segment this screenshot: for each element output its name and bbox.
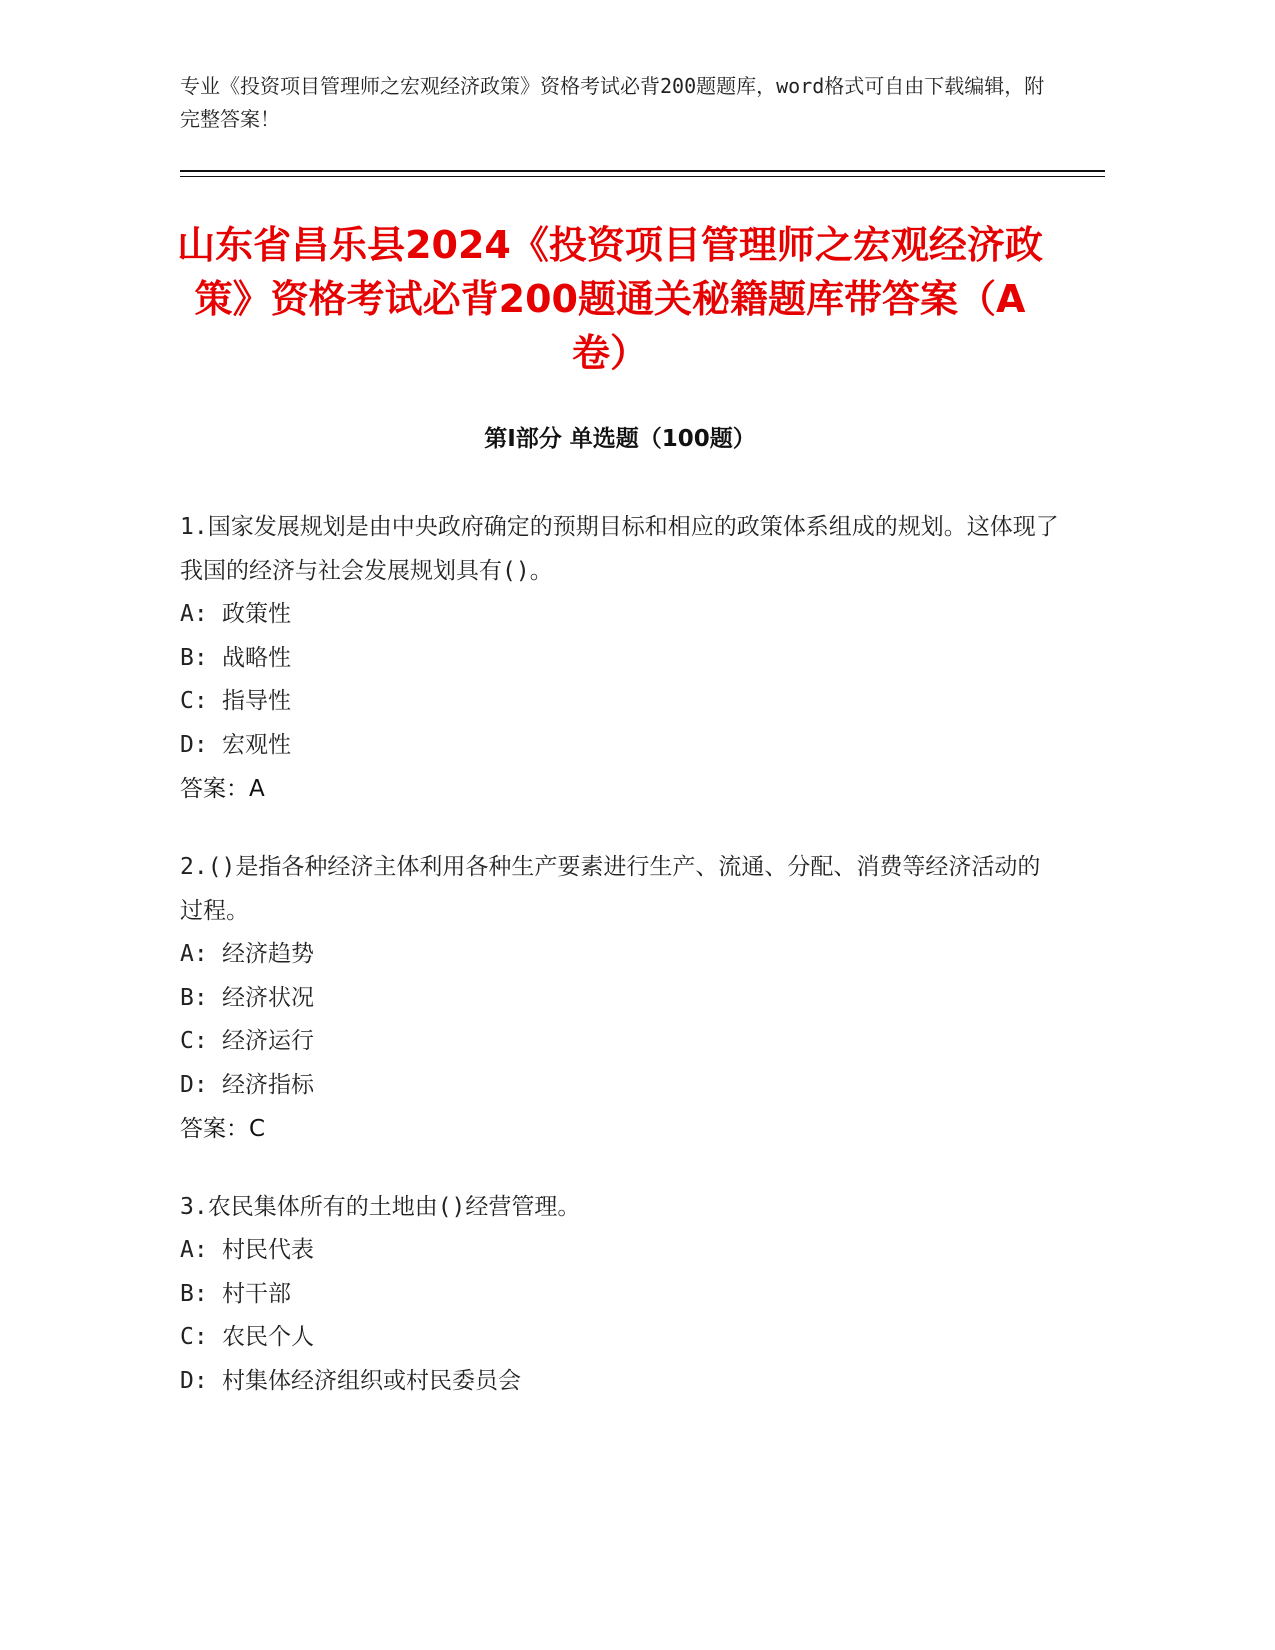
option-d (180, 1064, 1060, 1108)
option-b (180, 1273, 1060, 1317)
option-b (180, 977, 1060, 1021)
option-text: 农民个人 (222, 1324, 314, 1350)
option-a (180, 1229, 1060, 1273)
option-text: 村集体经济组织或村民委员会 (222, 1367, 521, 1394)
option-text: 经济状况 (222, 984, 314, 1011)
option-c (180, 1020, 1060, 1064)
question-stem: 2.()是指各种经济主体利用各种生产要素进行生产、流通、分配、消费等经济活动的过程。 (180, 854, 1041, 924)
header-rule-thin (180, 176, 1105, 177)
option-key: C: (180, 1028, 208, 1054)
option-text: 指导性 (222, 688, 291, 714)
question-stem: 3.农民集体所有的土地由()经营管理。 (180, 1194, 581, 1220)
option-c (180, 1316, 1060, 1360)
answer-line: 答案：A (180, 776, 265, 802)
option-key: C: (180, 688, 208, 714)
question-3 (180, 1185, 1060, 1403)
option-b (180, 637, 1060, 681)
option-text: 村干部 (222, 1280, 291, 1307)
option-key: A: (180, 1237, 208, 1263)
header-note: 专业《投资项目管理师之宏观经济政策》资格考试必背200题题库，word格式可自由下载编辑，附完整答案！ (180, 74, 1045, 131)
option-d (180, 724, 1060, 768)
question-1 (180, 505, 1060, 811)
option-key: A: (180, 601, 208, 627)
option-text: 经济趋势 (222, 941, 314, 967)
option-key: B: (180, 644, 208, 671)
option-text: 经济指标 (222, 1071, 314, 1098)
option-key: B: (180, 1280, 208, 1307)
option-text: 村民代表 (222, 1237, 314, 1263)
section-heading: 第Ⅰ部分 单选题（100题） (484, 426, 756, 452)
option-key: D: (180, 731, 208, 758)
answer-line: 答案：C (180, 1116, 266, 1142)
option-a (180, 933, 1060, 977)
header-rule-thick (180, 170, 1105, 172)
document-title: 山东省昌乐县2024《投资项目管理师之宏观经济政策》资格考试必背200题通关秘籍题库带答案（A卷） (177, 223, 1043, 375)
question-stem: 1.国家发展规划是由中央政府确定的预期目标和相应的政策体系组成的规划。这体现了我国的经济与社会发展规划具有()。 (180, 514, 1059, 584)
option-text: 经济运行 (222, 1028, 314, 1054)
option-key: A: (180, 941, 208, 967)
option-text: 战略性 (222, 644, 291, 671)
option-a (180, 593, 1060, 637)
question-2 (180, 845, 1060, 1151)
option-text: 宏观性 (222, 731, 291, 758)
option-key: C: (180, 1324, 208, 1350)
option-text: 政策性 (222, 601, 291, 627)
option-key: B: (180, 984, 208, 1011)
option-d (180, 1360, 1060, 1404)
question-list (180, 505, 1060, 1437)
option-key: D: (180, 1071, 208, 1098)
option-key: D: (180, 1367, 208, 1394)
option-c (180, 680, 1060, 724)
